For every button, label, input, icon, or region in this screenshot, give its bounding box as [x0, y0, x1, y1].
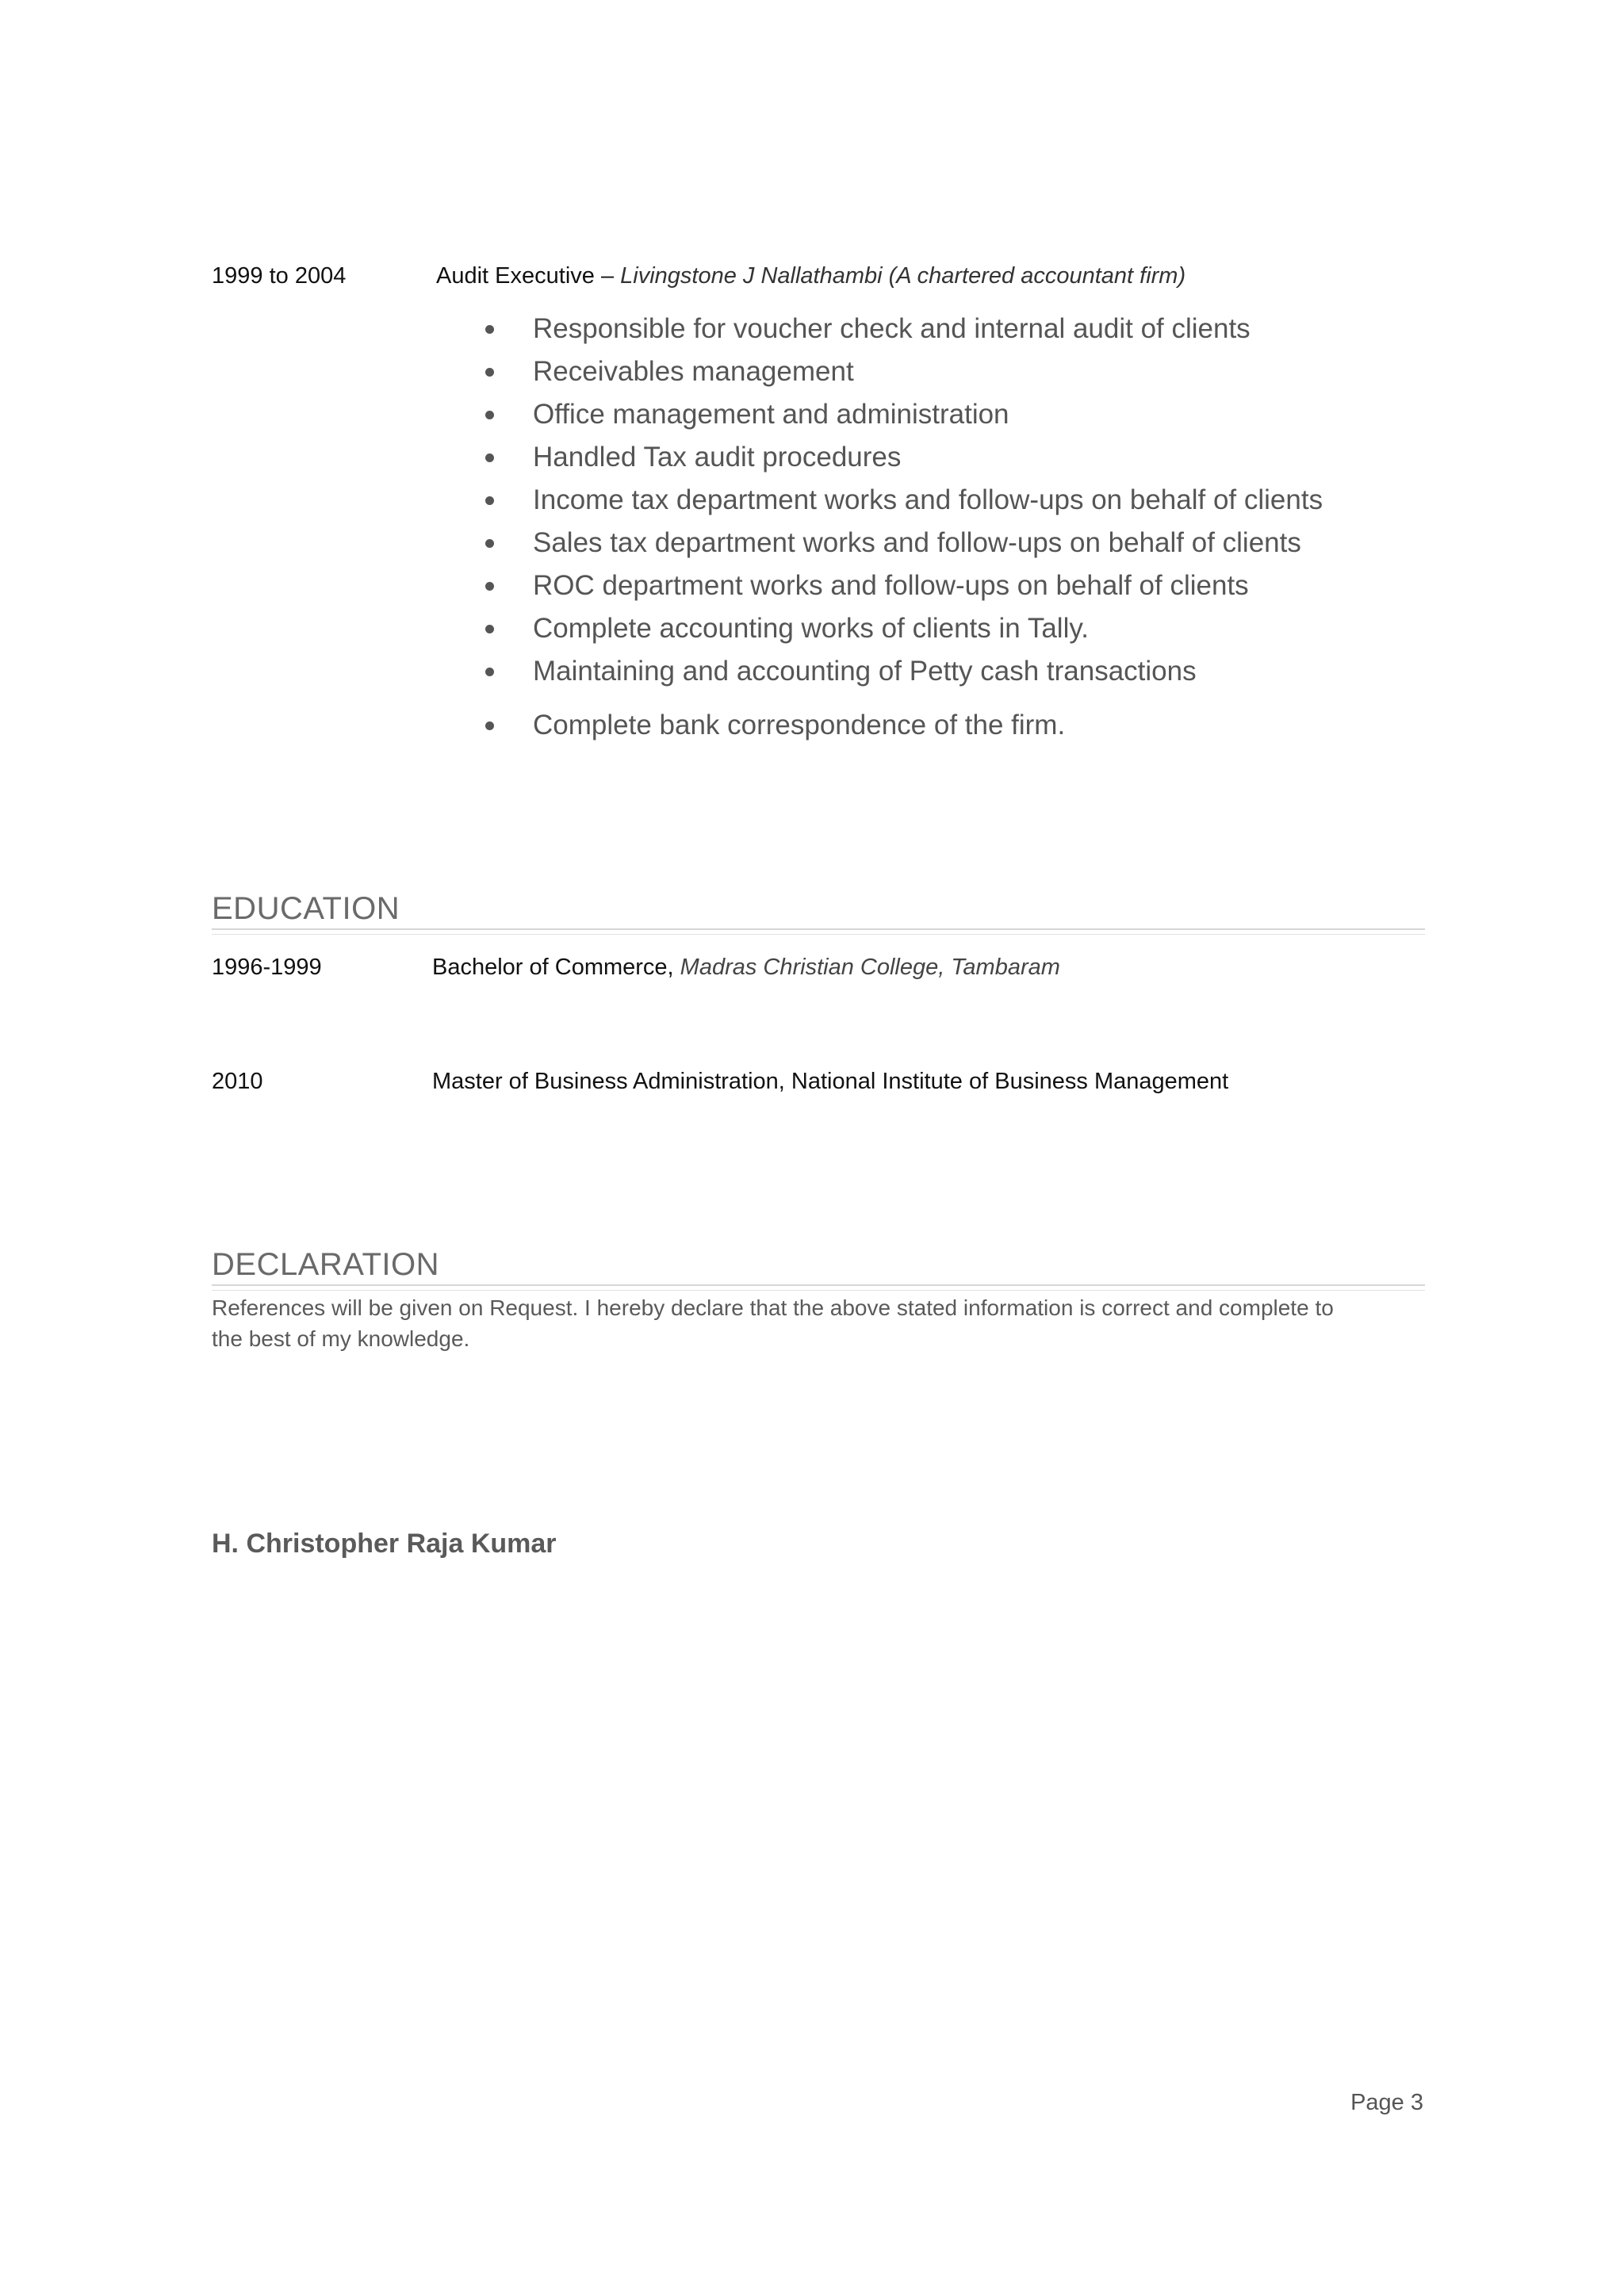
- duty-item: [476, 564, 1323, 607]
- duty-item: [476, 308, 1323, 350]
- declaration-heading: DECLARATION: [212, 1247, 440, 1282]
- duty-text: Maintaining and accounting of Petty cash transactions: [533, 656, 1197, 687]
- education-years: 2010: [212, 1069, 263, 1094]
- declaration-divider-secondary: [212, 1290, 1425, 1291]
- duty-text: Handled Tax audit procedures: [533, 442, 902, 473]
- bullet-icon: [485, 668, 494, 676]
- bullet-icon: [485, 496, 494, 505]
- duty-text: Complete accounting works of clients in Tally.: [533, 613, 1089, 644]
- duty-text: Sales tax department works and follow-ups on behalf of clients: [533, 527, 1301, 558]
- declaration-text: References will be given on Request. I hereby declare that the above stated information is correct and complete to the best of my knowledge.: [212, 1295, 1334, 1351]
- bullet-icon: [485, 325, 494, 334]
- duty-item: [476, 393, 1323, 436]
- education-institution: Madras Christian College, Tambaram: [680, 955, 1060, 980]
- duty-item: [476, 607, 1323, 650]
- duty-item: [476, 436, 1323, 479]
- duty-text: Office management and administration: [533, 399, 1009, 430]
- bullet-icon: [485, 368, 494, 377]
- education-entry: [432, 1067, 1228, 1096]
- bullet-icon: [485, 625, 494, 633]
- declaration-divider: [212, 1284, 1425, 1286]
- experience-title: [436, 262, 1185, 290]
- education-divider-secondary: [212, 934, 1425, 935]
- education-degree: Master of Business Administration, National Institute of Business Management: [432, 1069, 1229, 1094]
- experience-organization: Livingstone J Nallathambi (A chartered accountant firm): [620, 263, 1186, 289]
- duty-item: [476, 522, 1323, 564]
- experience-years: 1999 to 2004: [212, 263, 347, 289]
- duty-item: [476, 704, 1323, 747]
- bullet-icon: [485, 721, 494, 730]
- page-number: Page 3: [1350, 2090, 1423, 2115]
- duty-text: Responsible for voucher check and internal audit of clients: [533, 313, 1251, 344]
- duty-item: [476, 350, 1323, 393]
- education-divider: [212, 928, 1425, 930]
- duty-item: [476, 650, 1323, 693]
- bullet-icon: [485, 411, 494, 419]
- bullet-icon: [485, 582, 494, 591]
- bullet-icon: [485, 539, 494, 548]
- education-entry: [432, 953, 1060, 982]
- bullet-icon: [485, 453, 494, 462]
- experience-duties-list: [476, 308, 1323, 747]
- education-degree: Bachelor of Commerce,: [432, 955, 680, 980]
- signature-name: H. Christopher Raja Kumar: [212, 1529, 557, 1559]
- duty-text: Complete bank correspondence of the firm.: [533, 710, 1066, 740]
- education-heading: EDUCATION: [212, 891, 400, 926]
- duty-text: Income tax department works and follow-ups on behalf of clients: [533, 484, 1323, 515]
- education-years: 1996-1999: [212, 955, 322, 980]
- duty-item: [476, 479, 1323, 522]
- duty-text: Receivables management: [533, 356, 854, 387]
- duty-text: ROC department works and follow-ups on behalf of clients: [533, 570, 1249, 601]
- experience-position: Audit Executive –: [436, 263, 621, 289]
